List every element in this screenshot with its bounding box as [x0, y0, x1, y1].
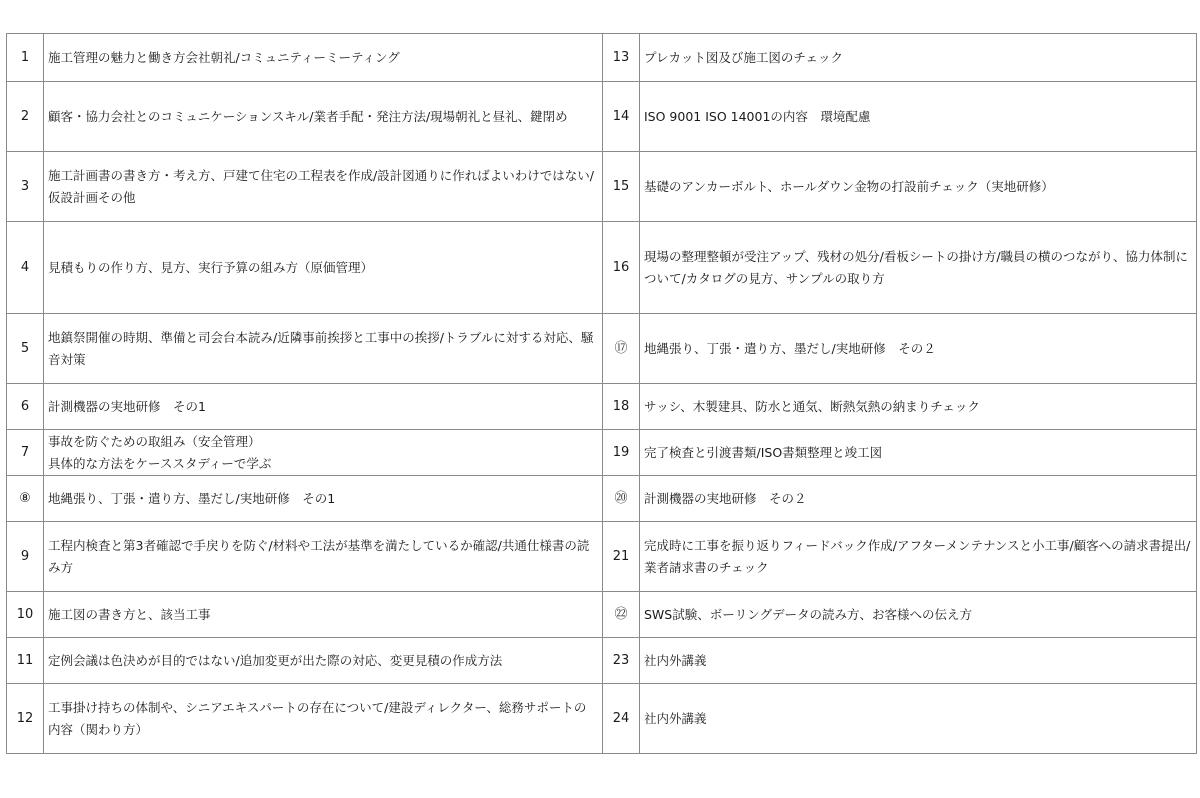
lesson-topic-left: 見積もりの作り方、見方、実行予算の組み方（原価管理）	[44, 222, 603, 314]
lesson-number-right: 15	[603, 152, 640, 222]
table-row	[7, 522, 1197, 592]
lesson-number-left: 11	[7, 638, 44, 684]
lesson-number-left: 4	[7, 222, 44, 314]
lesson-number-right: 18	[603, 384, 640, 430]
lesson-number-left: 10	[7, 592, 44, 638]
lesson-topic-left: 定例会議は色決めが目的ではない/追加変更が出た際の対応、変更見積の作成方法	[44, 638, 603, 684]
table-row	[7, 152, 1197, 222]
lesson-topic-left: 地縄張り、丁張・遣り方、墨だし/実地研修 その1	[44, 476, 603, 522]
lesson-topic-left: 施工管理の魅力と働き方会社朝礼/コミュニティーミーティング	[44, 34, 603, 82]
lesson-topic-right: 社内外講義	[640, 638, 1197, 684]
table-row	[7, 684, 1197, 754]
lesson-topic-left: 顧客・協力会社とのコミュニケーションスキル/業者手配・発注方法/現場朝礼と昼礼、鍵閉め	[44, 82, 603, 152]
lesson-topic-right: 地縄張り、丁張・遣り方、墨だし/実地研修 その２	[640, 314, 1197, 384]
curriculum-table-body	[7, 34, 1197, 754]
lesson-topic-right: 基礎のアンカーボルト、ホールダウン金物の打設前チェック（実地研修）	[640, 152, 1197, 222]
lesson-number-right: 14	[603, 82, 640, 152]
lesson-topic-right: 完了検査と引渡書類/ISO書類整理と竣工図	[640, 430, 1197, 476]
lesson-topic-right: サッシ、木製建具、防水と通気、断熱気熱の納まりチェック	[640, 384, 1197, 430]
lesson-topic-left: 工程内検査と第3者確認で手戻りを防ぐ/材料や工法が基準を満たしているか確認/共通仕様書の読み方	[44, 522, 603, 592]
lesson-number-right: 24	[603, 684, 640, 754]
table-row	[7, 592, 1197, 638]
lesson-topic-left: 地鎮祭開催の時期、準備と司会台本読み/近隣事前挨拶と工事中の挨拶/トラブルに対する対応、騒音対策	[44, 314, 603, 384]
lesson-number-left: 2	[7, 82, 44, 152]
lesson-topic-right: SWS試験、ボーリングデータの読み方、お客様への伝え方	[640, 592, 1197, 638]
lesson-number-right: 21	[603, 522, 640, 592]
curriculum-table	[6, 33, 1197, 754]
lesson-number-right: ⑰	[603, 314, 640, 384]
lesson-topic-left: 計測機器の実地研修 その1	[44, 384, 603, 430]
lesson-topic-right: ISO 9001 ISO 14001の内容 環境配慮	[640, 82, 1197, 152]
lesson-topic-left: 施工図の書き方と、該当工事	[44, 592, 603, 638]
table-row	[7, 430, 1197, 476]
lesson-number-right: 23	[603, 638, 640, 684]
lesson-topic-left: 工事掛け持ちの体制や、シニアエキスパートの存在について/建設ディレクター、総務サポートの内容（関わり方）	[44, 684, 603, 754]
lesson-number-left: 9	[7, 522, 44, 592]
lesson-number-left: 5	[7, 314, 44, 384]
lesson-topic-right: 現場の整理整頓が受注アップ、残材の処分/看板シートの掛け方/職員の横のつながり、協力体制について/カタログの見方、サンプルの取り方	[640, 222, 1197, 314]
lesson-number-left: 3	[7, 152, 44, 222]
lesson-number-right: 19	[603, 430, 640, 476]
table-row	[7, 82, 1197, 152]
lesson-number-left: ⑧	[7, 476, 44, 522]
lesson-topic-right: 完成時に工事を振り返りフィードバック作成/アフターメンテナンスと小工事/顧客への請求書提出/業者請求書のチェック	[640, 522, 1197, 592]
lesson-number-right: 16	[603, 222, 640, 314]
lesson-number-right: ㉒	[603, 592, 640, 638]
lesson-topic-right: プレカット図及び施工図のチェック	[640, 34, 1197, 82]
lesson-topic-left: 施工計画書の書き方・考え方、戸建て住宅の工程表を作成/設計図通りに作ればよいわけではない/仮設計画その他	[44, 152, 603, 222]
lesson-number-left: 6	[7, 384, 44, 430]
lesson-number-right: 13	[603, 34, 640, 82]
lesson-number-right: ⑳	[603, 476, 640, 522]
lesson-number-left: 7	[7, 430, 44, 476]
table-row	[7, 384, 1197, 430]
lesson-topic-right: 社内外講義	[640, 684, 1197, 754]
table-row	[7, 34, 1197, 82]
lesson-number-left: 1	[7, 34, 44, 82]
lesson-topic-left: 事故を防ぐための取組み（安全管理） 具体的な方法をケーススタディーで学ぶ	[44, 430, 603, 476]
lesson-topic-right: 計測機器の実地研修 その２	[640, 476, 1197, 522]
table-row	[7, 476, 1197, 522]
table-row	[7, 314, 1197, 384]
table-row	[7, 638, 1197, 684]
lesson-number-left: 12	[7, 684, 44, 754]
table-row	[7, 222, 1197, 314]
